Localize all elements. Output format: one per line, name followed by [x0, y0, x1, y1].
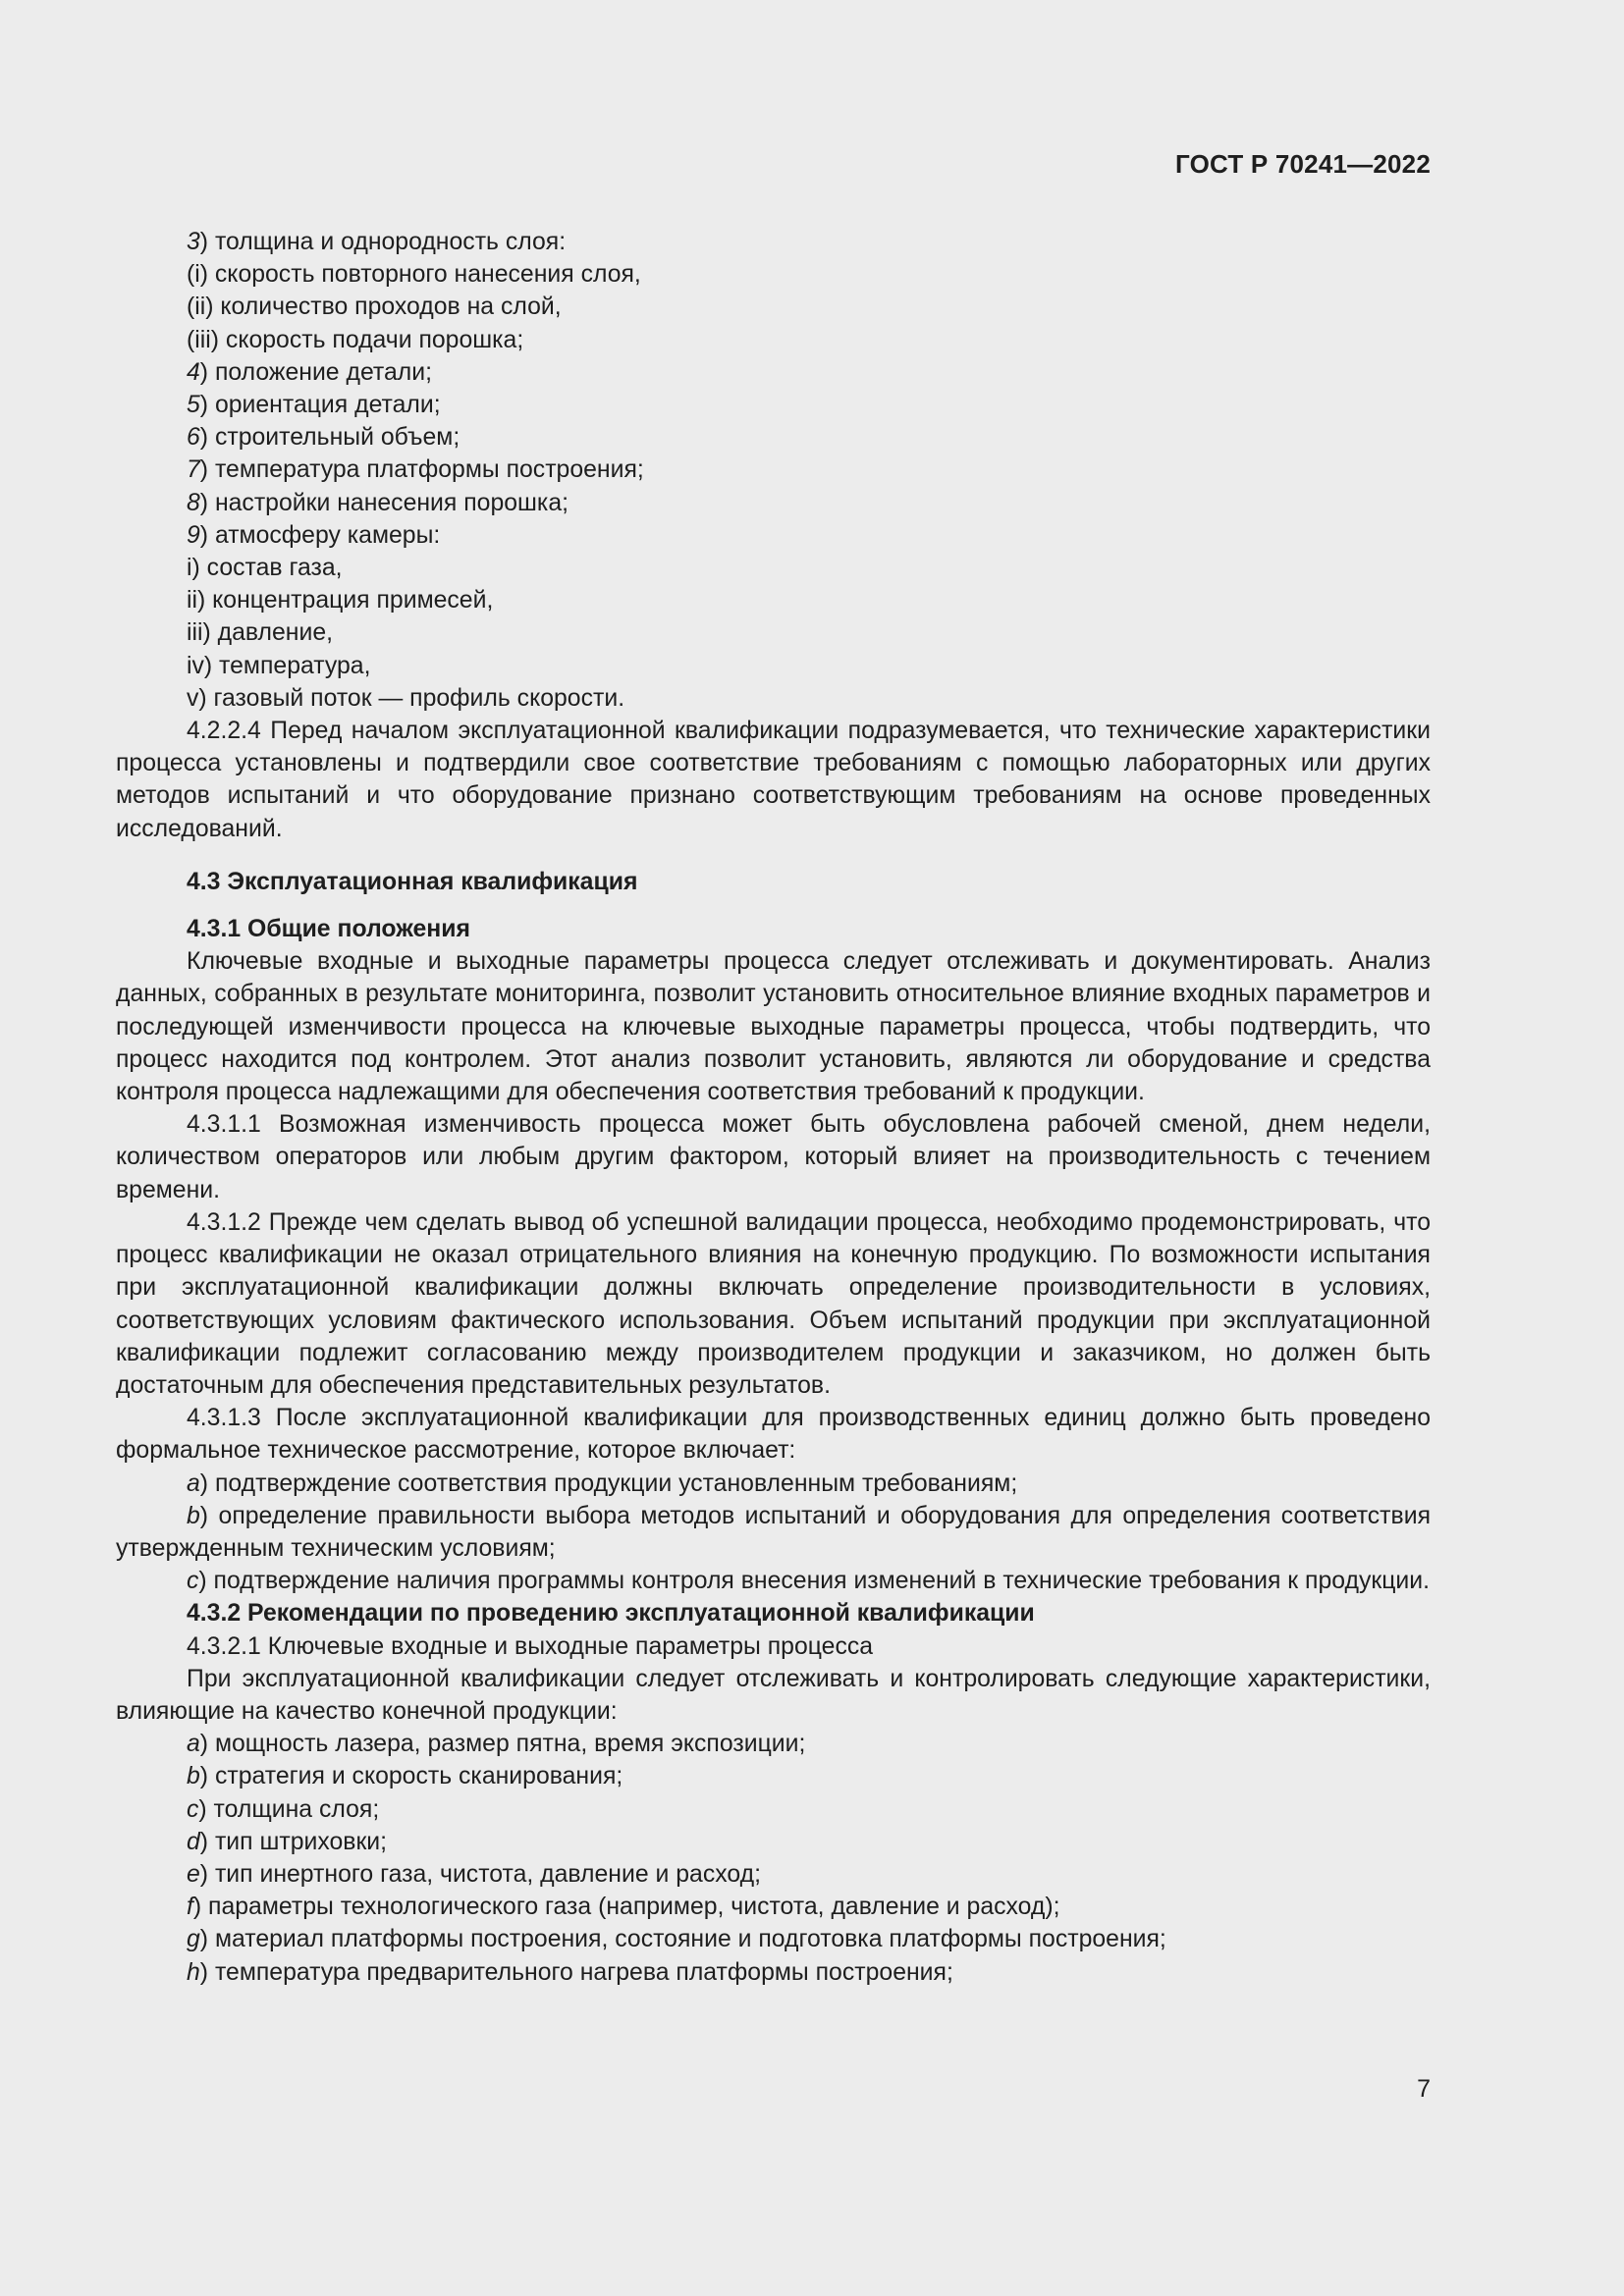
list-item: 6) строительный объем; — [187, 424, 460, 452]
list-item: (iii) скорость подачи порошка; — [187, 326, 524, 353]
list-item: (ii) количество проходов на слой, — [187, 294, 562, 321]
list-item: iv) температура, — [187, 652, 371, 679]
section-heading-4-3-2: 4.3.2 Рекомендации по проведению эксплуатационной квалификации — [187, 1600, 1035, 1628]
paragraph-4-3-1-3: 4.3.1.3 После эксплуатационной квалификации для производственных единиц должно быть проведено формальное техническое рассмотрение, которое включает: — [116, 1405, 1431, 1465]
list-item: i) состав газа, — [187, 555, 343, 582]
list-item: c) подтверждение наличия программы контроля внесения изменений в технические требования к продукции. — [187, 1568, 1431, 1595]
section-heading-4-3: 4.3 Эксплуатационная квалификация — [187, 868, 638, 895]
list-item: iii) давление, — [187, 619, 334, 647]
list-4-3-1-3 — [116, 1468, 1431, 1598]
list-item: (i) скорость повторного нанесения слоя, — [187, 261, 641, 289]
list-4-3-2-1 — [116, 1728, 1431, 1989]
paragraph-4-2-2-4: 4.2.2.4 Перед началом эксплуатационной квалификации подразумевается, что технические характеристики процесса установлены и подтвердили свое соответствие требованиям с помощью лабораторных или других методов испытаний и что оборудование признано соответствующим требованиям на основе проведенных исследований. — [116, 718, 1431, 842]
list-item: 3) толщина и однородность слоя: — [187, 229, 567, 255]
list-item: d) тип штриховки; — [187, 1828, 388, 1855]
document-code: ГОСТ Р 70241—2022 — [1175, 149, 1431, 179]
list-section-a — [116, 226, 1431, 715]
list-item: 7) температура платформы построения; — [187, 456, 644, 484]
list-item: e) тип инертного газа, чистота, давление и расход; — [187, 1860, 761, 1888]
list-item: 4) положение детали; — [187, 358, 432, 386]
list-item: g) материал платформы построения, состояние и подготовка платформы построения; — [187, 1926, 1166, 1953]
paragraph-4-3-1-1: 4.3.1.1 Возможная изменчивость процесса может быть обусловлена рабочей сменой, днем недели, количеством операторов или любым другим фактором, который влияет на производительность с течением времени. — [116, 1111, 1431, 1203]
list-item: 8) настройки нанесения порошка; — [187, 489, 568, 516]
list-item: a) мощность лазера, размер пятна, время экспозиции; — [187, 1731, 806, 1758]
list-item: c) толщина слоя; — [187, 1795, 380, 1823]
paragraph-4-3-1-2: 4.3.1.2 Прежде чем сделать вывод об успешной валидации процесса, необходимо продемонстрировать, что процесс квалификации не оказал отрицательного влияния на конечную продукцию. По возможности испытания при эксплуатационной квалификации должны включать определение производительности в условиях, соответствующих условиям фактического использования. Объем испытаний продукции при эксплуатационной квалификации подлежит согласованию между производителем продукции и заказчиком, но должен быть достаточным для обеспечения представительных результатов. — [116, 1208, 1431, 1399]
list-item: f) параметры технологического газа (например, чистота, давление и расход); — [187, 1894, 1060, 1921]
paragraph-4-3-1-body: Ключевые входные и выходные параметры процесса следует отслеживать и документировать. Анализ данных, собранных в результате мониторинга, позволит установить относительное влияние входных параметров и последующей изменчивости процесса на ключевые выходные параметры процесса, чтобы подтвердить, что процесс находится под контролем. Этот анализ позволит установить, являются ли оборудование и средства контроля процесса надлежащими для обеспечения соответствия требований к продукции. — [116, 948, 1431, 1106]
page-content — [116, 226, 1431, 1989]
list-item: b) стратегия и скорость сканирования; — [187, 1763, 623, 1790]
page-number: 7 — [1417, 2075, 1431, 2103]
list-item: a) подтверждение соответствия продукции установленным требованиям; — [187, 1469, 1018, 1497]
list-item: v) газовый поток — профиль скорости. — [187, 684, 625, 712]
section-heading-4-3-1: 4.3.1 Общие положения — [187, 916, 470, 943]
list-item: h) температура предварительного нагрева платформы построения; — [187, 1958, 953, 1986]
list-item: b) определение правильности выбора методов испытаний и оборудования для определения соответствия утвержденным техническим условиям; — [116, 1502, 1431, 1562]
list-item: ii) концентрация примесей, — [187, 587, 494, 614]
paragraph-4-3-2-1-body: При эксплуатационной квалификации следует отслеживать и контролировать следующие характеристики, влияющие на качество конечной продукции: — [116, 1665, 1431, 1725]
list-item: 5) ориентация детали; — [187, 392, 441, 419]
list-item: 9) атмосферу камеры: — [187, 521, 441, 549]
paragraph-4-3-2-1: 4.3.2.1 Ключевые входные и выходные параметры процесса — [187, 1632, 874, 1660]
